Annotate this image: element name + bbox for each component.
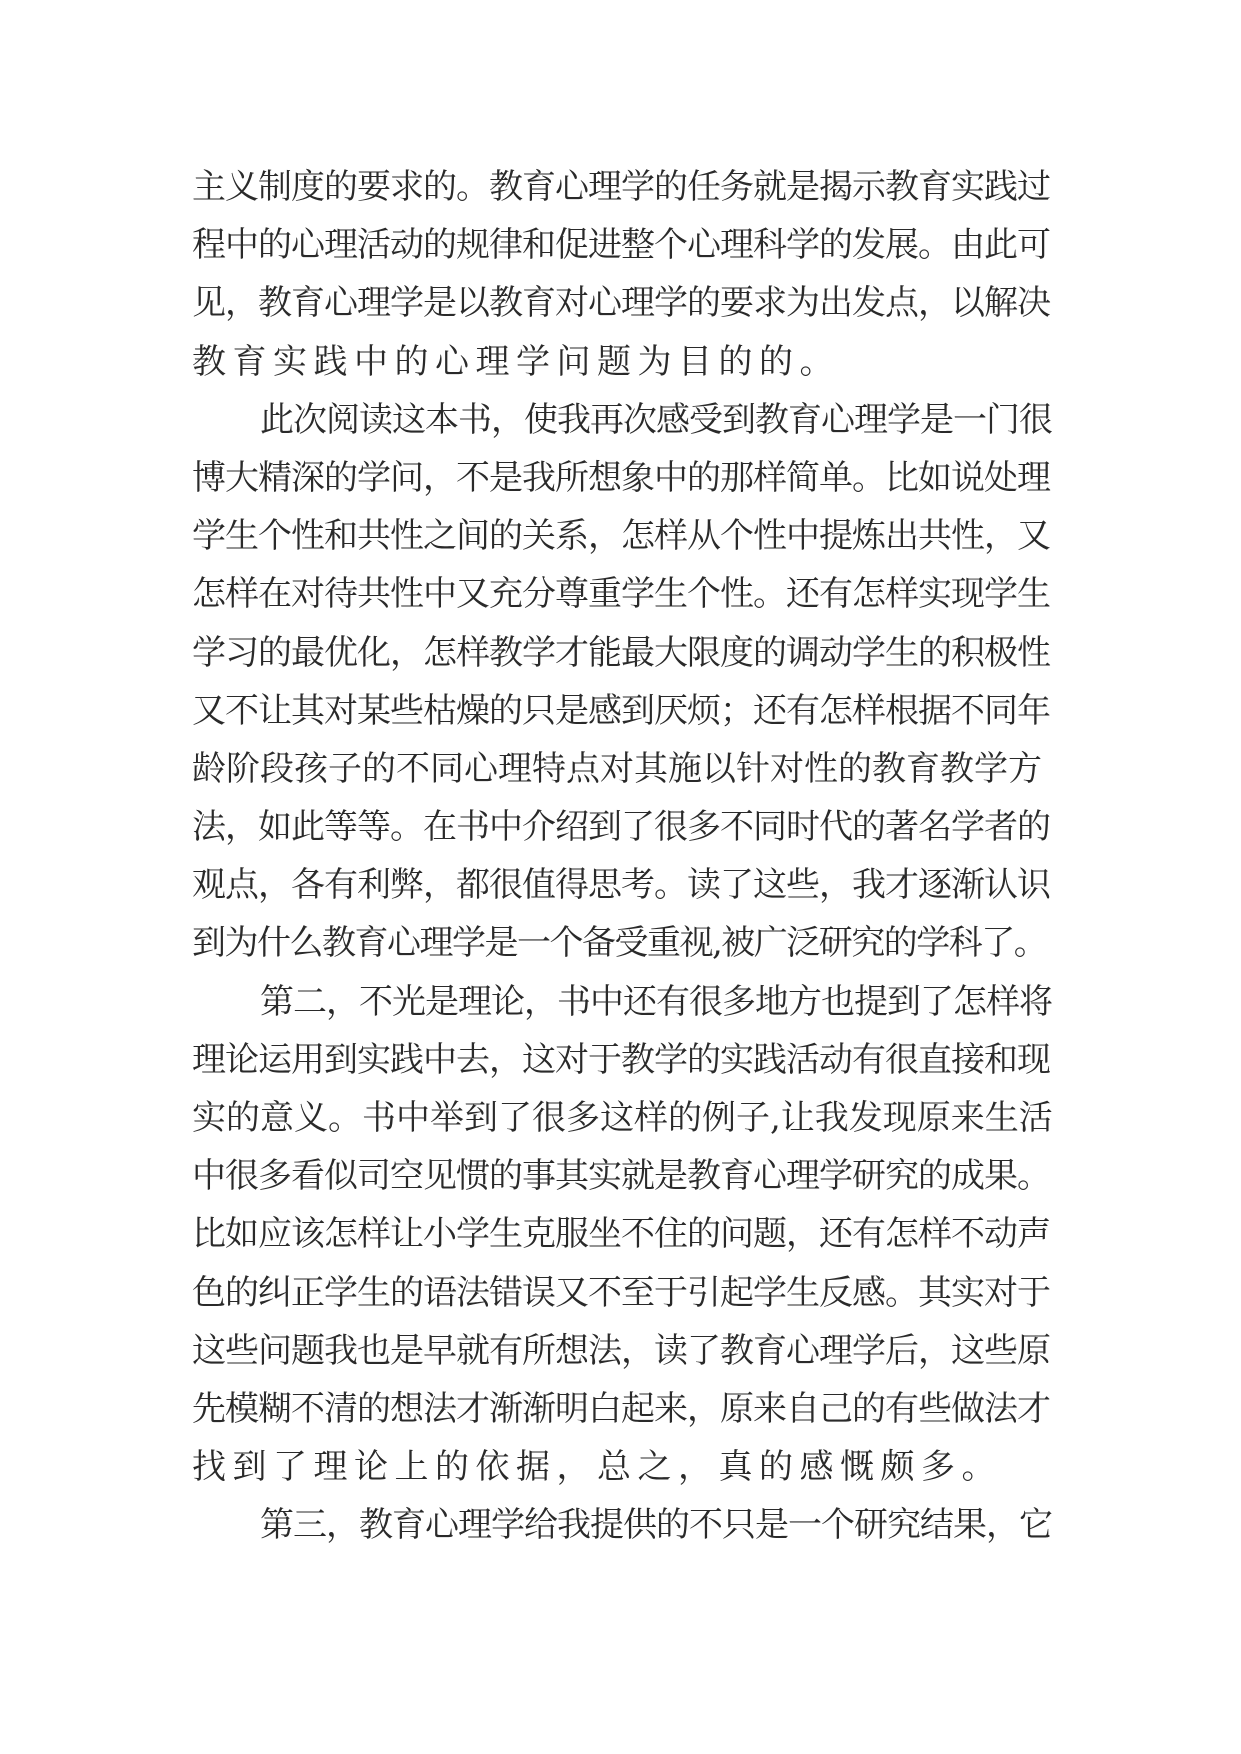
text-line-5: 此次阅读这本书，使我再次感受到教育心理学是一门很 bbox=[260, 399, 1052, 440]
text-line-4: 教育实践中的心理学问题为目的的。 bbox=[192, 341, 840, 382]
text-line-9: 学习的最优化，怎样教学才能最大限度的调动学生的积极性 bbox=[192, 632, 1050, 673]
text-line-8: 怎样在对待共性中又充分尊重学生个性。还有怎样实现学生 bbox=[192, 574, 1050, 615]
text-line-10: 又不让其对某些枯燥的只是感到厌烦；还有怎样根据不同年 bbox=[192, 690, 1050, 731]
text-line-14: 到为什么教育心理学是一个备受重视,被广泛研究的学科了。 bbox=[192, 923, 1047, 964]
text-line-12: 法，如此等等。在书中介绍到了很多不同时代的著名学者的 bbox=[192, 807, 1050, 848]
text-line-11: 龄阶段孩子的不同心理特点对其施以针对性的教育教学方 bbox=[192, 748, 1042, 789]
text-line-7: 学生个性和共性之间的关系，怎样从个性中提炼出共性，又 bbox=[192, 516, 1050, 557]
text-line-24: 第三，教育心理学给我提供的不只是一个研究结果，它 bbox=[260, 1505, 1052, 1546]
text-line-3: 见，教育心理学是以教育对心理学的要求为出发点，以解决 bbox=[192, 283, 1050, 324]
text-line-15: 第二，不光是理论，书中还有很多地方也提到了怎样将 bbox=[260, 981, 1052, 1022]
text-line-19: 比如应该怎样让小学生克服坐不住的问题，还有怎样不动声 bbox=[192, 1214, 1050, 1255]
text-line-17: 实的意义。书中举到了很多这样的例子,让我发现原来生活 bbox=[192, 1098, 1053, 1138]
text-line-18: 中很多看似司空见惯的事其实就是教育心理学研究的成果。 bbox=[192, 1156, 1050, 1197]
text-line-21: 这些问题我也是早就有所想法，读了教育心理学后，这些原 bbox=[192, 1330, 1050, 1371]
text-line-6: 博大精深的学问，不是我所想象中的那样简单。比如说处理 bbox=[192, 457, 1050, 498]
text-line-22: 先模糊不清的想法才渐渐明白起来，原来自己的有些做法才 bbox=[192, 1388, 1050, 1429]
text-line-23: 找到了理论上的依据，总之，真的感慨颇多。 bbox=[192, 1447, 1002, 1488]
text-line-16: 理论运用到实践中去，这对于教学的实践活动有很直接和现 bbox=[192, 1039, 1050, 1080]
text-line-2: 程中的心理活动的规律和促进整个心理科学的发展。由此可 bbox=[192, 225, 1050, 266]
body-text bbox=[192, 158, 1054, 1555]
text-line-1: 主义制度的要求的。教育心理学的任务就是揭示教育实践过 bbox=[192, 167, 1050, 207]
text-line-20: 色的纠正学生的语法错误又不至于引起学生反感。其实对于 bbox=[192, 1272, 1050, 1313]
text-line-13: 观点，各有利弊，都很值得思考。读了这些，我才逐渐认识 bbox=[192, 865, 1050, 906]
